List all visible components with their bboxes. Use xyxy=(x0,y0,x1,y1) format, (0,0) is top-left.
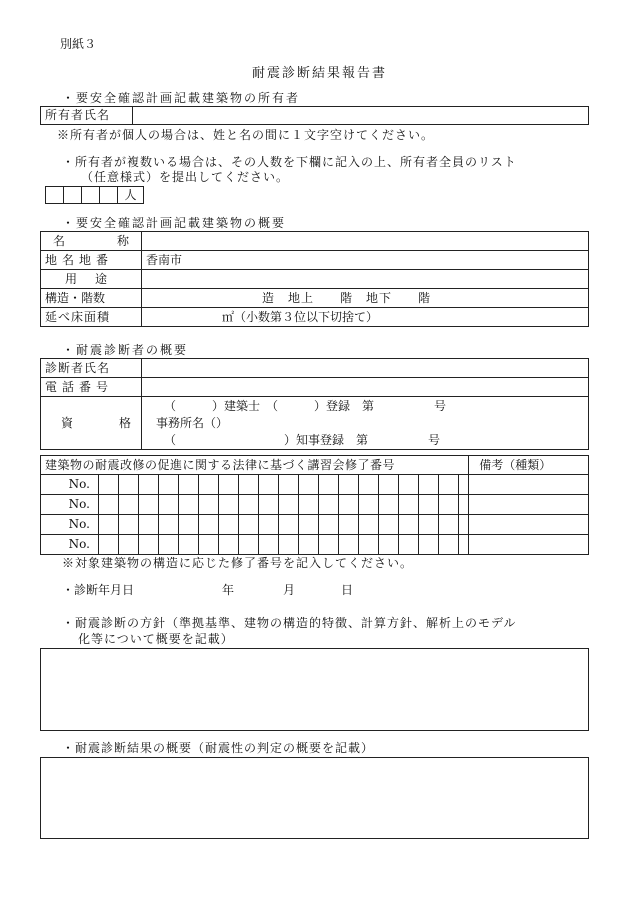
training-number-cell[interactable] xyxy=(439,515,459,535)
training-row-label: No. xyxy=(41,475,99,495)
training-number-cell[interactable] xyxy=(99,495,119,515)
training-number-cell[interactable] xyxy=(359,535,379,555)
training-number-cell[interactable] xyxy=(339,495,359,515)
training-number-cell[interactable] xyxy=(339,535,359,555)
qualification-line-architect: （ ）建築士 （ ）登録 第 号 xyxy=(164,398,447,413)
training-number-cell[interactable] xyxy=(379,515,399,535)
training-number-cell[interactable] xyxy=(99,475,119,495)
training-number-cell[interactable] xyxy=(159,535,179,555)
remarks-cell[interactable] xyxy=(469,535,589,555)
result-content-box[interactable] xyxy=(40,757,589,839)
training-number-cell[interactable] xyxy=(459,495,469,515)
training-number-cell[interactable] xyxy=(279,475,299,495)
structure-field[interactable]: 造 地上 階 地下 階 xyxy=(142,289,589,308)
phone-field[interactable] xyxy=(142,378,589,397)
training-number-cell[interactable] xyxy=(119,495,139,515)
use-label: 用 途 xyxy=(41,270,142,289)
attachment-label: 別紙３ xyxy=(60,37,97,51)
training-number-cell[interactable] xyxy=(259,475,279,495)
diagnostician-name-label: 診断者氏名 xyxy=(41,359,142,378)
owner-section-heading: ・要安全確認計画記載建築物の所有者 xyxy=(62,91,301,105)
owner-table xyxy=(40,106,589,125)
building-name-label: 名 称 xyxy=(41,232,142,251)
page-title: 耐震診断結果報告書 xyxy=(252,66,388,81)
policy-heading-line-2: 化等について概要を記載） xyxy=(78,632,234,646)
qualification-line-registration: （ ）知事登録 第 号 xyxy=(164,432,441,447)
result-heading: ・耐震診断結果の概要（耐震性の判定の概要を記載） xyxy=(62,741,375,755)
qualification-line-office: 事務所名（） xyxy=(156,415,229,430)
training-number-cell[interactable] xyxy=(219,515,239,535)
training-number-cell[interactable] xyxy=(219,535,239,555)
address-field[interactable]: 香南市 xyxy=(142,251,589,270)
training-number-cell[interactable] xyxy=(419,535,439,555)
floor-area-label: 延べ床面積 xyxy=(41,308,142,327)
owner-count-digit[interactable] xyxy=(46,187,64,204)
training-number-cell[interactable] xyxy=(439,495,459,515)
training-number-cell[interactable] xyxy=(339,515,359,535)
training-row-label: No. xyxy=(41,515,99,535)
training-number-cell[interactable] xyxy=(119,515,139,535)
training-number-cell[interactable] xyxy=(219,495,239,515)
training-number-cell[interactable] xyxy=(139,495,159,515)
training-number-cell[interactable] xyxy=(99,515,119,535)
training-number-cell[interactable] xyxy=(179,515,199,535)
training-row-label: No. xyxy=(41,495,99,515)
diagnosis-date-label: ・診断年月日 xyxy=(62,583,135,597)
training-number-cell[interactable] xyxy=(119,475,139,495)
training-number-note: ※対象建築物の構造に応じた修了番号を記入してください。 xyxy=(62,556,414,570)
training-number-cell[interactable] xyxy=(459,515,469,535)
owner-count-unit: 人 xyxy=(118,187,144,204)
training-number-cell[interactable] xyxy=(459,475,469,495)
training-number-cell[interactable] xyxy=(259,495,279,515)
training-number-cell[interactable] xyxy=(199,515,219,535)
use-field[interactable] xyxy=(142,270,589,289)
training-number-cell[interactable] xyxy=(239,535,259,555)
owner-count-digit[interactable] xyxy=(82,187,100,204)
owner-count-digit[interactable] xyxy=(100,187,118,204)
qualification-field[interactable] xyxy=(142,397,589,450)
training-number-cell[interactable] xyxy=(239,475,259,495)
training-number-cell[interactable] xyxy=(259,535,279,555)
training-number-cell[interactable] xyxy=(179,475,199,495)
training-number-cell[interactable] xyxy=(179,535,199,555)
owner-note-2-line-2: （任意様式）を提出してください。 xyxy=(81,170,290,184)
building-name-field[interactable] xyxy=(142,232,589,251)
training-number-cell[interactable] xyxy=(219,475,239,495)
training-number-cell[interactable] xyxy=(139,535,159,555)
training-number-cell[interactable] xyxy=(399,515,419,535)
training-number-cell[interactable] xyxy=(359,515,379,535)
training-number-cell[interactable] xyxy=(139,515,159,535)
policy-content-box[interactable] xyxy=(40,648,589,731)
diagnostician-table xyxy=(40,358,589,450)
training-number-cell[interactable] xyxy=(299,515,319,535)
training-number-cell[interactable] xyxy=(179,495,199,515)
training-number-cell[interactable] xyxy=(199,535,219,555)
training-number-cell[interactable] xyxy=(359,475,379,495)
training-number-cell[interactable] xyxy=(459,535,469,555)
remarks-cell[interactable] xyxy=(469,475,589,495)
training-number-cell[interactable] xyxy=(439,475,459,495)
training-number-cell[interactable] xyxy=(399,475,419,495)
diagnosis-date-year[interactable]: 年 xyxy=(222,583,235,597)
training-number-cell[interactable] xyxy=(319,535,339,555)
owner-count-table xyxy=(45,186,144,204)
training-number-cell[interactable] xyxy=(159,475,179,495)
training-number-cell[interactable] xyxy=(299,535,319,555)
training-number-cell[interactable] xyxy=(239,515,259,535)
diagnosis-date-day[interactable]: 日 xyxy=(341,583,354,597)
remarks-cell[interactable] xyxy=(469,515,589,535)
training-number-cell[interactable] xyxy=(119,535,139,555)
remarks-header: 備考（種類） xyxy=(469,456,589,475)
diagnostician-section-heading: ・耐震診断者の概要 xyxy=(62,343,189,357)
remarks-cell[interactable] xyxy=(469,495,589,515)
training-number-cell[interactable] xyxy=(319,475,339,495)
phone-label: 電話番号 xyxy=(41,378,142,397)
owner-note-1: ※所有者が個人の場合は、姓と名の間に１文字空けてください。 xyxy=(57,128,435,142)
training-number-cell[interactable] xyxy=(279,515,299,535)
building-table xyxy=(40,231,589,327)
training-number-cell[interactable] xyxy=(199,475,219,495)
structure-label: 構造・階数 xyxy=(41,289,142,308)
training-number-cell[interactable] xyxy=(159,515,179,535)
training-number-cell[interactable] xyxy=(319,495,339,515)
training-number-cell[interactable] xyxy=(299,475,319,495)
owner-count-digit[interactable] xyxy=(64,187,82,204)
diagnostician-name-field[interactable] xyxy=(142,359,589,378)
policy-heading-line-1: ・耐震診断の方針（準拠基準、建物の構造的特徴、計算方針、解析上のモデル xyxy=(62,616,517,630)
address-label: 地名地番 xyxy=(41,251,142,270)
training-number-cell[interactable] xyxy=(419,495,439,515)
training-number-cell[interactable] xyxy=(279,535,299,555)
training-number-cell[interactable] xyxy=(419,475,439,495)
training-number-cell[interactable] xyxy=(239,495,259,515)
training-number-cell[interactable] xyxy=(439,535,459,555)
training-number-table xyxy=(40,455,589,555)
training-number-cell[interactable] xyxy=(319,515,339,535)
training-number-cell[interactable] xyxy=(359,495,379,515)
diagnosis-date-month[interactable]: 月 xyxy=(283,583,296,597)
training-number-cell[interactable] xyxy=(379,475,399,495)
training-number-cell[interactable] xyxy=(399,535,419,555)
training-number-cell[interactable] xyxy=(199,495,219,515)
training-number-cell[interactable] xyxy=(379,495,399,515)
training-number-cell[interactable] xyxy=(399,495,419,515)
training-number-cell[interactable] xyxy=(259,515,279,535)
training-number-cell[interactable] xyxy=(339,475,359,495)
owner-note-2-line-1: ・所有者が複数いる場合は、その人数を下欄に記入の上、所有者全員のリスト xyxy=(62,155,517,169)
training-number-cell[interactable] xyxy=(159,495,179,515)
training-number-cell[interactable] xyxy=(419,515,439,535)
qualification-label: 資 格 xyxy=(41,397,142,450)
owner-name-field[interactable] xyxy=(133,107,589,125)
building-section-heading: ・要安全確認計画記載建築物の概要 xyxy=(62,216,287,230)
training-number-cell[interactable] xyxy=(279,495,299,515)
floor-area-field[interactable]: ㎡（小数第３位以下切捨て） xyxy=(142,308,589,327)
owner-name-label: 所有者氏名 xyxy=(41,107,133,125)
training-row-label: No. xyxy=(41,535,99,555)
training-number-cell[interactable] xyxy=(299,495,319,515)
training-number-cell[interactable] xyxy=(379,535,399,555)
training-number-header: 建築物の耐震改修の促進に関する法律に基づく講習会修了番号 xyxy=(41,456,469,475)
training-number-cell[interactable] xyxy=(139,475,159,495)
training-number-cell[interactable] xyxy=(99,535,119,555)
